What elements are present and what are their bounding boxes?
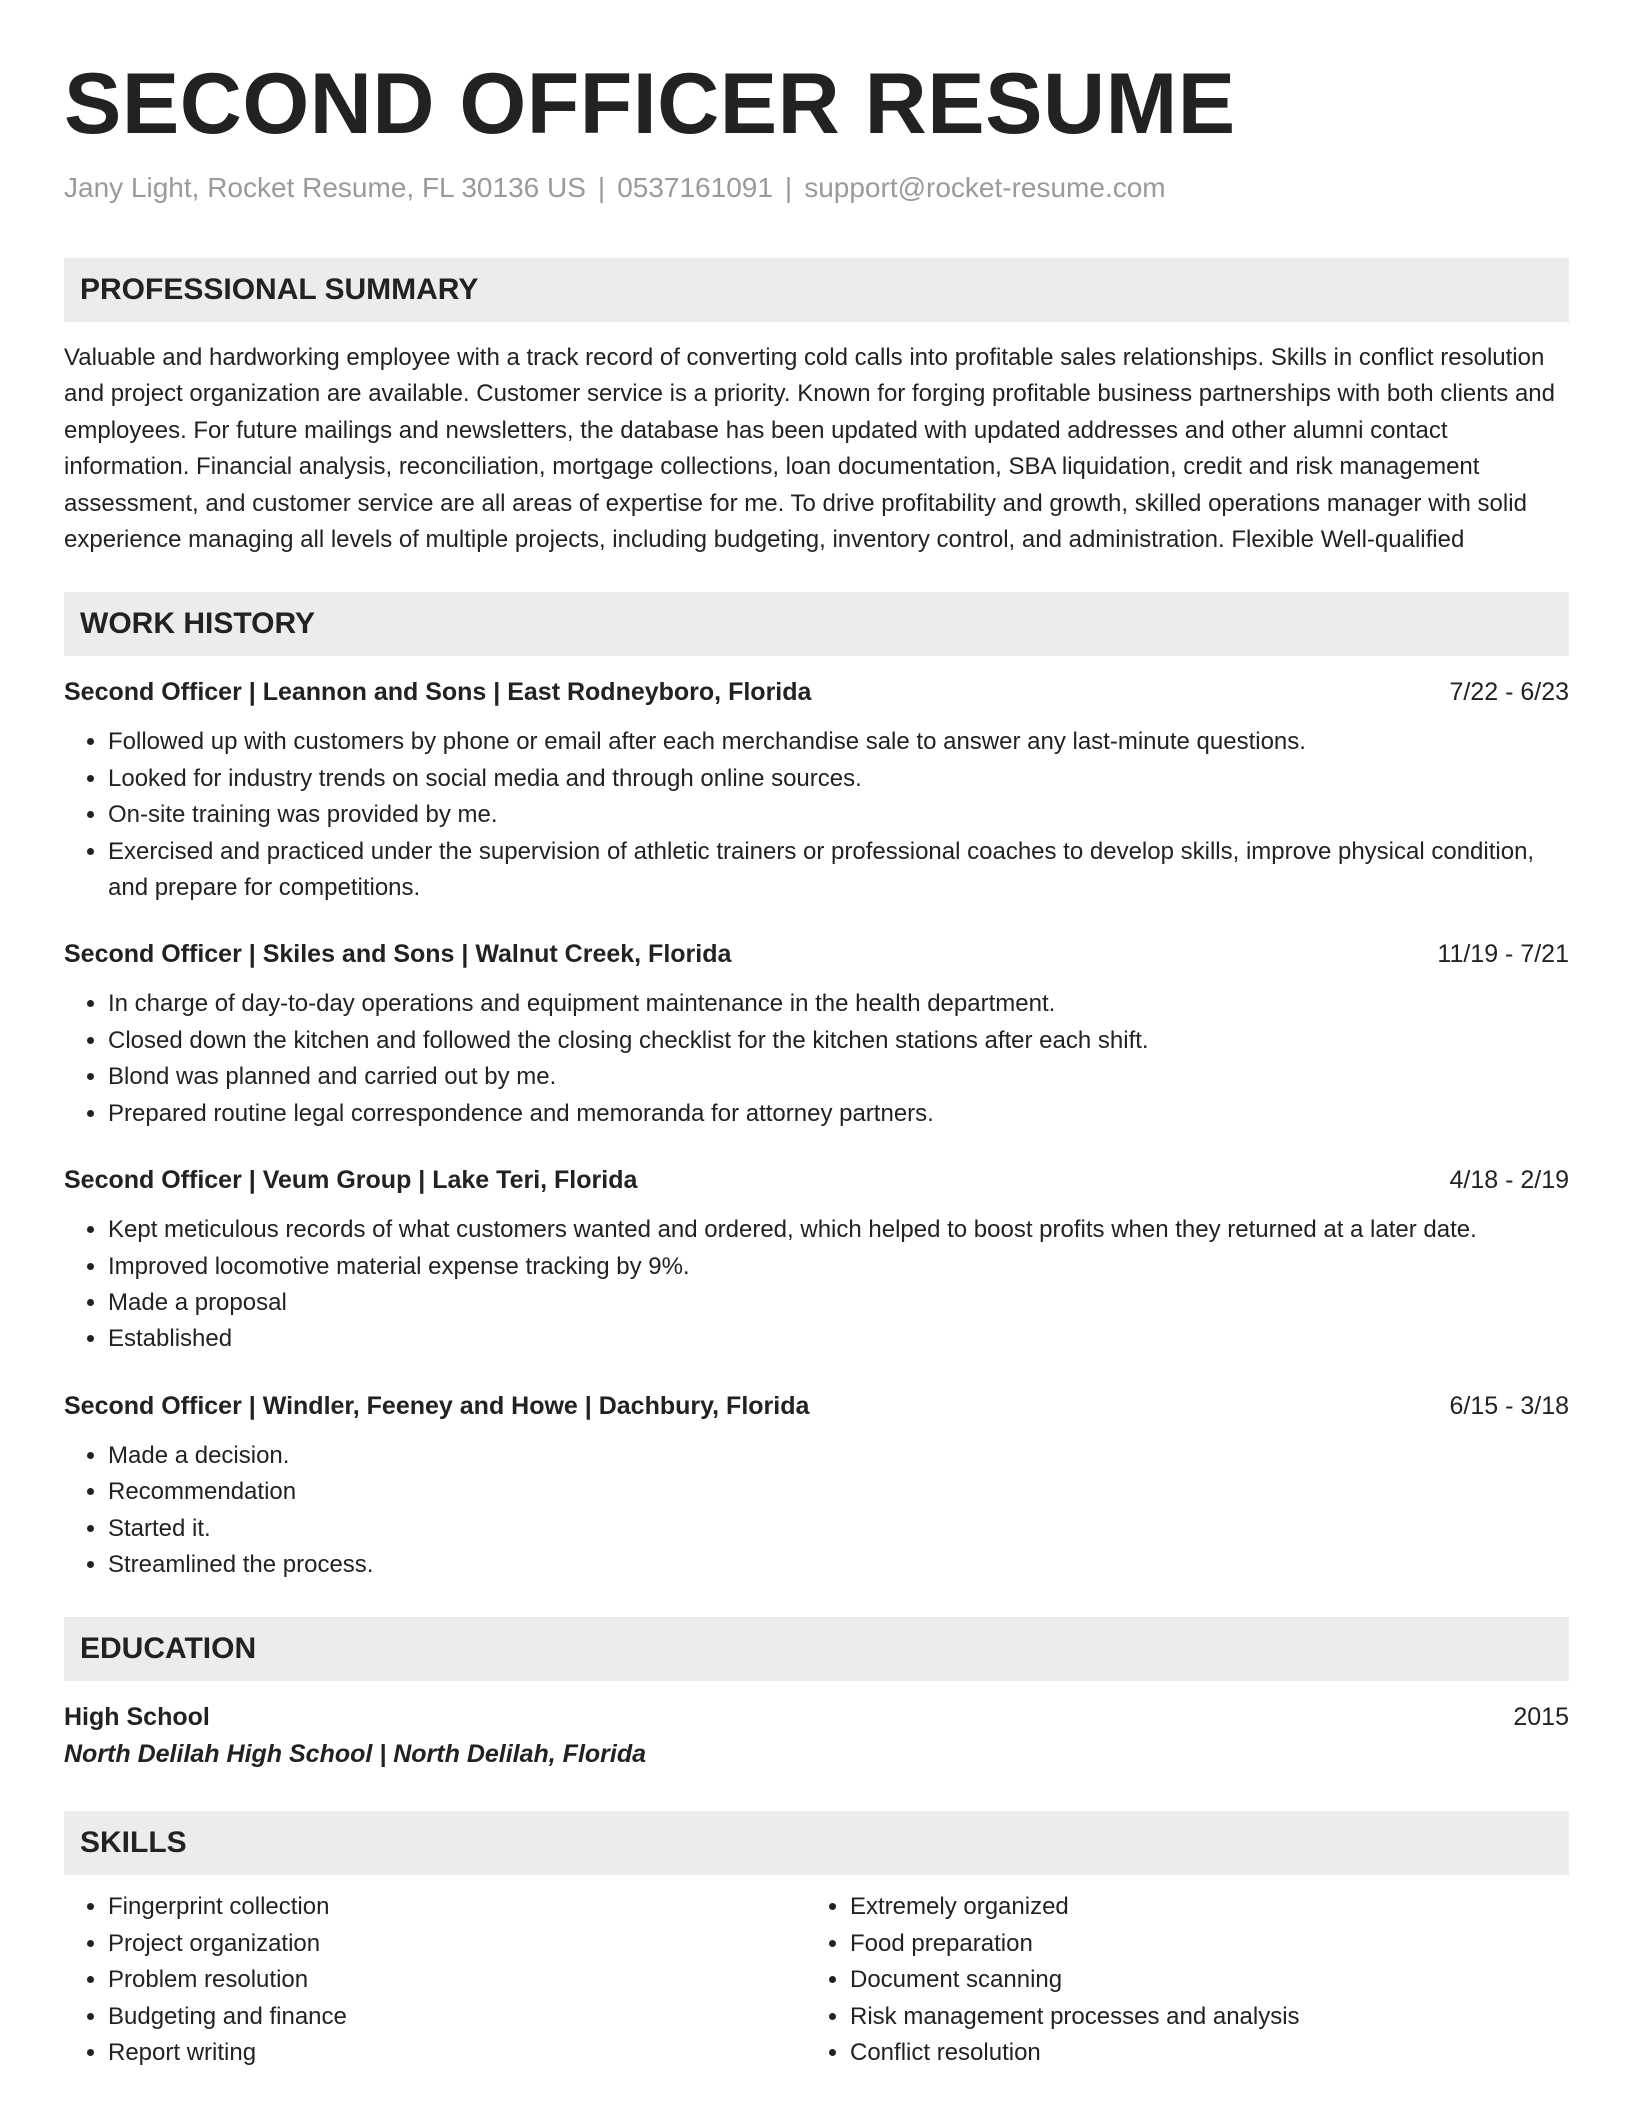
job-header <box>64 1388 1569 1424</box>
job-bullet: • Kept meticulous records of what customers wanted and ordered, which helped to boost profits when they returned at a later date. <box>108 1212 1569 1248</box>
job-dates: 11/19 - 7/21 <box>1437 940 1569 969</box>
job-bullet: • Blond was planned and carried out by me. <box>108 1059 1569 1095</box>
education-section <box>64 1617 1569 1773</box>
job-title: Second Officer | Leannon and Sons | East Rodneyboro, Florida <box>64 678 812 707</box>
job-title: Second Officer | Windler, Feeney and Howe | Dachbury, Florida <box>64 1391 810 1420</box>
job-header <box>64 936 1569 972</box>
job-header <box>64 1162 1569 1198</box>
skill-item: • Extremely organized <box>850 1889 1548 1925</box>
job-entry <box>64 1388 1569 1584</box>
job-bullet: • Recommendation <box>108 1474 1569 1510</box>
skill-item: • Problem resolution <box>108 1962 806 1998</box>
skills-list <box>806 1889 1548 2071</box>
summary-heading: PROFESSIONAL SUMMARY <box>64 258 1569 322</box>
job-bullet: • Improved locomotive material expense tracking by 9%. <box>108 1249 1569 1285</box>
job-bullet: • Looked for industry trends on social media and through online sources. <box>108 761 1569 797</box>
contact-separator: | <box>597 172 606 203</box>
contact-separator: | <box>784 172 793 203</box>
skills-column-left <box>64 1889 806 2071</box>
skill-item: • Conflict resolution <box>850 2035 1548 2071</box>
work-history-heading: WORK HISTORY <box>64 592 1569 656</box>
contact-phone: 0537161091 <box>617 172 773 203</box>
summary-section <box>64 258 1569 558</box>
job-bullet: • Made a proposal <box>108 1285 1569 1321</box>
job-bullet: • In charge of day-to-day operations and equipment maintenance in the health department. <box>108 986 1569 1022</box>
education-heading: EDUCATION <box>64 1617 1569 1681</box>
job-dates: 7/22 - 6/23 <box>1449 678 1569 707</box>
education-entry <box>64 1699 1569 1773</box>
skill-item: • Budgeting and finance <box>108 1999 806 2035</box>
job-bullet: • Followed up with customers by phone or email after each merchandise sale to answer any last-minute questions. <box>108 724 1569 760</box>
job-bullet: • Exercised and practiced under the supervision of athletic trainers or professional coaches to develop skills, improve physical condition, and prepare for competitions. <box>108 834 1569 907</box>
job-bullet: • Closed down the kitchen and followed the closing checklist for the kitchen stations after each shift. <box>108 1023 1569 1059</box>
skill-item: • Project organization <box>108 1926 806 1962</box>
job-bullet: • Streamlined the process. <box>108 1547 1569 1583</box>
skill-item: • Report writing <box>108 2035 806 2071</box>
job-bullet: • Made a decision. <box>108 1438 1569 1474</box>
skills-section <box>64 1811 1569 2071</box>
job-bullets <box>64 1438 1569 1584</box>
skills-column-right <box>806 1889 1548 2071</box>
education-school: North Delilah High School | North Delilah, Florida <box>64 1740 647 1769</box>
job-bullets <box>64 986 1569 1132</box>
skill-item: • Document scanning <box>850 1962 1548 1998</box>
job-entry <box>64 1162 1569 1358</box>
job-title: Second Officer | Skiles and Sons | Walnut Creek, Florida <box>64 940 732 969</box>
skills-heading: SKILLS <box>64 1811 1569 1875</box>
job-header <box>64 674 1569 710</box>
job-dates: 4/18 - 2/19 <box>1449 1166 1569 1195</box>
contact-line <box>64 170 1569 206</box>
job-entry <box>64 674 1569 906</box>
education-year: 2015 <box>1513 1703 1569 1732</box>
skill-item: • Fingerprint collection <box>108 1889 806 1925</box>
skills-grid <box>64 1889 1569 2071</box>
job-dates: 6/15 - 3/18 <box>1449 1391 1569 1420</box>
skill-item: • Food preparation <box>850 1926 1548 1962</box>
work-history-section <box>64 592 1569 1583</box>
summary-text: Valuable and hardworking employee with a track record of converting cold calls into profitable sales relationships. Skills in conflict resolution and project organization are available. Customer service is a priority. Known for forging profitable business partnerships with both clients and employees. For future mailings and newsletters, the database has been updated with updated addresses and other alumni contact information. Financial analysis, reconciliation, mortgage collections, loan documentation, SBA liquidation, credit and risk management assessment, and customer service are all areas of expertise for me. To drive profitability and growth, skilled operations manager with solid experience managing all levels of multiple projects, including budgeting, inventory control, and administration. Flexible Well-qualified <box>64 344 1555 554</box>
job-bullets <box>64 724 1569 906</box>
job-bullet: • On-site training was provided by me. <box>108 797 1569 833</box>
skill-item: • Risk management processes and analysis <box>850 1999 1548 2035</box>
job-bullets <box>64 1212 1569 1358</box>
education-header <box>64 1699 1569 1735</box>
job-bullet: • Started it. <box>108 1511 1569 1547</box>
contact-email: support@rocket-resume.com <box>804 172 1166 203</box>
resume-title: SECOND OFFICER RESUME <box>64 56 1236 152</box>
skills-list <box>64 1889 806 2071</box>
education-degree: High School <box>64 1703 210 1732</box>
contact-address: Jany Light, Rocket Resume, FL 30136 US <box>64 172 586 203</box>
job-title: Second Officer | Veum Group | Lake Teri, Florida <box>64 1166 638 1195</box>
job-entry <box>64 936 1569 1132</box>
job-bullet: • Established <box>108 1321 1569 1357</box>
job-bullet: • Prepared routine legal correspondence and memoranda for attorney partners. <box>108 1096 1569 1132</box>
